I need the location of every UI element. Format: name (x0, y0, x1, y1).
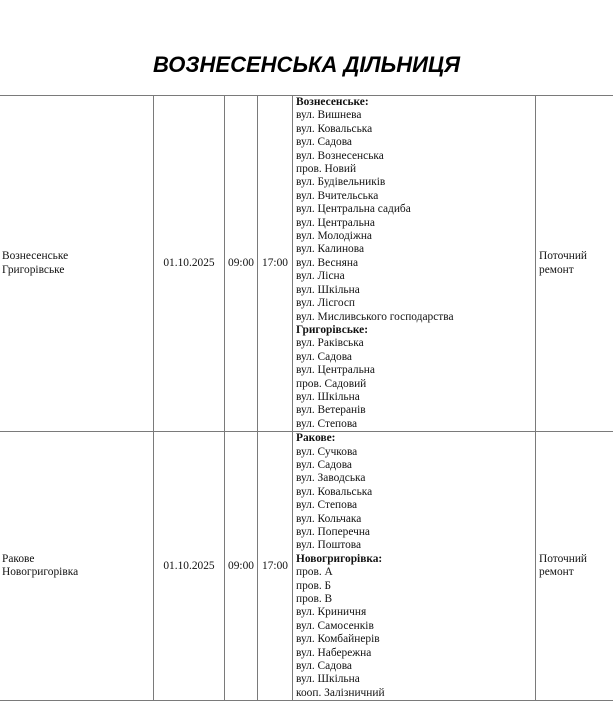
street-item: пров. Садовий (296, 377, 367, 390)
work-type-cell (536, 96, 613, 432)
street-list (296, 432, 532, 700)
outage-schedule-table (0, 95, 613, 701)
work-type-text: ремонт (539, 263, 574, 276)
street-item: вул. Поштова (296, 539, 362, 552)
street-item: вул. Калинова (296, 243, 365, 256)
work-type-text: ремонт (539, 566, 574, 579)
street-item: вул. Садова (296, 660, 352, 673)
street-item: вул. Вчительська (296, 189, 379, 202)
street-item: пров. А (296, 566, 333, 579)
date-cell: 01.10.2025 (154, 96, 225, 432)
end-time-cell: 17:00 (258, 432, 293, 701)
street-item: вул. Вишнева (296, 109, 362, 122)
street-item: вул. Кольчака (296, 512, 362, 525)
street-item: пров. В (296, 593, 333, 606)
street-item: вул. Центральна садиба (296, 203, 411, 216)
settlement-group-heading: Новогригорівка: (296, 552, 383, 565)
street-item: вул. Центральна (296, 364, 375, 377)
street-item: вул. Мисливського господарства (296, 310, 454, 323)
street-item: вул. Ветеранів (296, 404, 366, 417)
settlement-name: Вознесенське (2, 250, 69, 263)
street-item: вул. Степова (296, 499, 358, 512)
street-item: вул. Молодіжна (296, 230, 372, 243)
street-item: вул. Заводська (296, 472, 366, 485)
street-item: вул. Центральна (296, 216, 375, 229)
street-item: вул. Ковальська (296, 485, 373, 498)
settlements-cell (0, 432, 154, 701)
settlement-group-heading: Вознесенське: (296, 96, 369, 108)
work-type-text: Поточний (539, 552, 588, 565)
street-item: вул. Набережна (296, 646, 372, 659)
end-time-cell: 17:00 (258, 96, 293, 432)
work-type-cell (536, 432, 613, 701)
street-item: вул. Шкільна (296, 673, 360, 686)
street-item: вул. Ковальська (296, 122, 373, 135)
street-item: вул. Шкільна (296, 390, 360, 403)
start-time-cell: 09:00 (225, 432, 258, 701)
street-item: вул. Шкільна (296, 283, 360, 296)
street-item: вул. Садова (296, 350, 352, 363)
street-item: вул. Сучкова (296, 445, 358, 458)
streets-cell (293, 96, 536, 432)
street-item: вул. Вознесенська (296, 149, 384, 162)
table-row (0, 96, 613, 432)
street-item: вул. Криничня (296, 606, 367, 619)
street-item: вул. Поперечна (296, 526, 370, 538)
street-item: вул. Лісна (296, 270, 345, 283)
work-type-text: Поточний (539, 250, 588, 263)
street-item: вул. Раківська (296, 337, 364, 350)
streets-cell (293, 432, 536, 701)
settlement-name: Григорівське (2, 263, 65, 276)
settlement-group-heading: Ракове: (296, 432, 336, 445)
street-item: вул. Самосенків (296, 619, 374, 632)
start-time-cell: 09:00 (225, 96, 258, 432)
street-item: вул. Комбайнерів (296, 633, 380, 646)
street-item: вул. Садова (296, 136, 352, 149)
street-item: кооп. Залізничний (296, 686, 385, 699)
settlement-name: Новогригорівка (2, 566, 79, 579)
street-item: пров. Б (296, 579, 332, 592)
street-item: вул. Степова (296, 417, 358, 430)
settlement-group-heading: Григорівське: (296, 323, 369, 336)
street-item: вул. Лісгосп (296, 297, 356, 310)
street-item: вул. Весняна (296, 256, 359, 269)
page-title: ВОЗНЕСЕНСЬКА ДІЛЬНИЦЯ (152, 52, 461, 77)
street-list (296, 96, 532, 431)
street-item: вул. Садова (296, 458, 352, 471)
street-item: вул. Будівельників (296, 176, 386, 189)
date-cell: 01.10.2025 (154, 432, 225, 701)
settlements-cell (0, 96, 154, 432)
table-row (0, 432, 613, 701)
street-item: пров. Новий (296, 163, 357, 176)
settlement-name: Ракове (2, 552, 35, 565)
